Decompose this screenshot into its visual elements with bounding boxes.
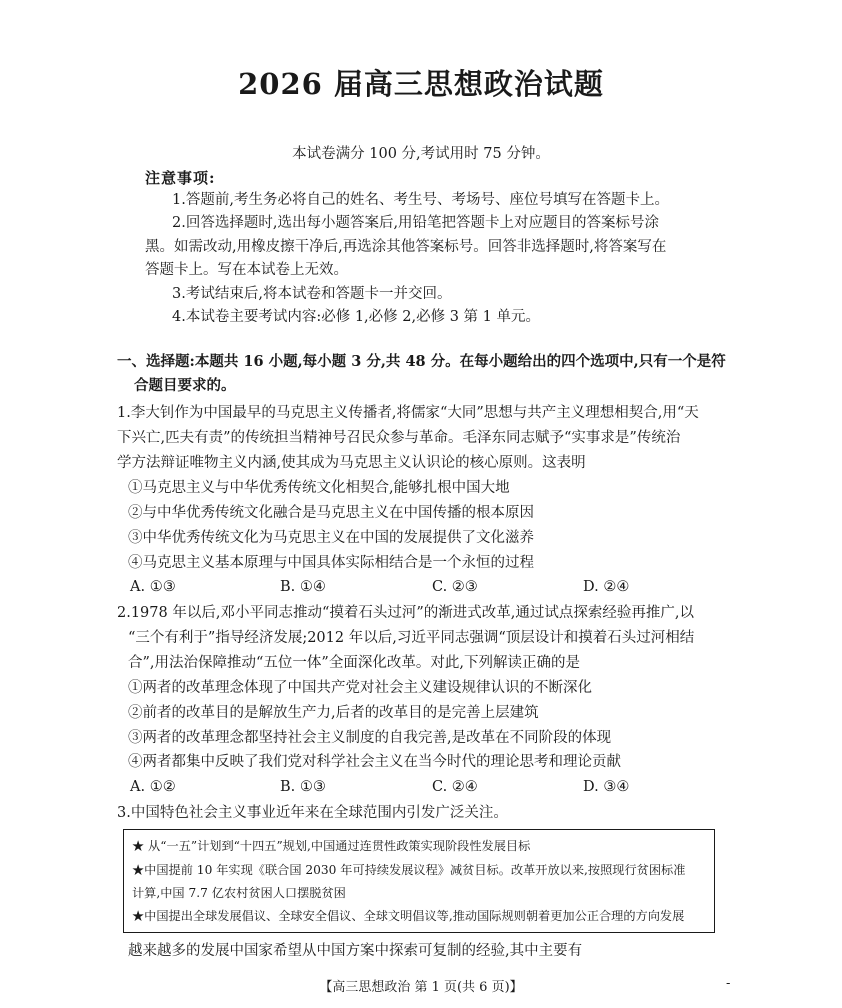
q1-option-c: C. ②③ — [432, 579, 478, 595]
q2-options — [0, 777, 842, 797]
notice-line-1: 1.答题前,考生务必将自己的姓名、考生号、考场号、座位号填写在答题卡上。 — [172, 192, 669, 208]
q1-option-b: B. ①④ — [280, 579, 326, 595]
q2-item-3: ③两者的改革理念都坚持社会主义制度的自我完善,是改革在不同阶段的体现 — [128, 730, 612, 746]
q3-box-line-1: ★ 从“一五”计划到“十四五”规划,中国通过连贯性政策实现阶段性发展目标 — [132, 839, 531, 853]
q1-option-d: D. ②④ — [583, 579, 630, 595]
q2-option-c: C. ②④ — [432, 779, 478, 795]
notice-line-4: 答题卡上。写在本试卷上无效。 — [145, 262, 348, 278]
q2-item-2: ②前者的改革目的是解放生产力,后者的改革目的是完善上层建筑 — [128, 705, 539, 721]
q3-stem: 3.中国特色社会主义事业近年来在全球范围内引发广泛关注。 — [117, 805, 508, 821]
q2-stem-line-3: 合”,用法治保障推动“五位一体”全面深化改革。对此,下列解读正确的是 — [128, 655, 580, 671]
notice-line-5: 3.考试结束后,将本试卷和答题卡一并交回。 — [172, 286, 452, 302]
q2-option-d: D. ③④ — [583, 779, 630, 795]
q1-stem-line-3: 学方法辩证唯物主义内涵,使其成为马克思主义认识论的核心原则。这表明 — [117, 455, 586, 471]
notice-line-2: 2.回答选择题时,选出每小题答案后,用铅笔把答题卡上对应题目的答案标号涂 — [172, 215, 660, 231]
notice-line-6: 4.本试卷主要考试内容:必修 1,必修 2,必修 3 第 1 单元。 — [172, 309, 540, 325]
q2-stem-line-2: “三个有利于”指导经济发展;2012 年以后,习近平同志强调“顶层设计和摸着石头过河相结 — [128, 630, 695, 646]
q2-option-b: B. ①③ — [280, 779, 326, 795]
q1-item-1: ①马克思主义与中华优秀传统文化相契合,能够扎根中国大地 — [128, 480, 510, 496]
page-footer: 【高三思想政治 第 1 页(共 6 页)】 — [319, 980, 523, 995]
q1-item-3: ③中华优秀传统文化为马克思主义在中国的发展提供了文化滋养 — [128, 530, 534, 546]
q1-option-a: A. ①③ — [130, 579, 176, 595]
q1-stem-line-1: 1.李大钊作为中国最早的马克思主义传播者,将儒家“大同”思想与共产主义理想相契合,用“天 — [117, 405, 699, 421]
notice-line-3: 黑。如需改动,用橡皮擦干净后,再选涂其他答案标号。回答非选择题时,将答案写在 — [145, 239, 667, 255]
q3-material-box — [123, 829, 715, 933]
q1-item-2: ②与中华优秀传统文化融合是马克思主义在中国传播的根本原因 — [128, 505, 534, 521]
exam-subtitle: 本试卷满分 100 分,考试用时 75 分钟。 — [292, 146, 550, 162]
q2-option-a: A. ①② — [130, 779, 176, 795]
exam-title: 2026 届高三思想政治试题 — [238, 67, 604, 101]
q3-box-line-3: 计算,中国 7.7 亿农村贫困人口摆脱贫困 — [132, 886, 346, 900]
q3-followup: 越来越多的发展中国家希望从中国方案中探索可复制的经验,其中主要有 — [128, 943, 583, 959]
q2-item-1: ①两者的改革理念体现了中国共产党对社会主义建设规律认识的不断深化 — [128, 680, 592, 696]
notice-heading: 注意事项: — [145, 169, 216, 187]
section-heading-line-1: 一、选择题:本题共 16 小题,每小题 3 分,共 48 分。在每小题给出的四个选项中,只有一个是符 — [117, 353, 726, 370]
q2-item-4: ④两者都集中反映了我们党对科学社会主义在当今时代的理论思考和理论贡献 — [128, 754, 621, 770]
footer-mark: - — [726, 976, 731, 991]
q3-box-line-4: ★中国提出全球发展倡议、全球安全倡议、全球文明倡议等,推动国际规则朝着更加公正合理的方向发展 — [132, 909, 685, 923]
q1-options — [0, 577, 842, 597]
q1-stem-line-2: 下兴亡,匹夫有责”的传统担当精神号召民众参与革命。毛泽东同志赋予“实事求是”传统治 — [117, 430, 681, 446]
q1-item-4: ④马克思主义基本原理与中国具体实际相结合是一个永恒的过程 — [128, 555, 534, 571]
q2-stem-line-1: 2.1978 年以后,邓小平同志推动“摸着石头过河”的渐进式改革,通过试点探索经验再推广,以 — [117, 605, 694, 621]
q3-box-line-2: ★中国提前 10 年实现《联合国 2030 年可持续发展议程》减贫目标。改革开放以来,按照现行贫困标准 — [132, 863, 686, 877]
section-heading-line-2: 合题目要求的。 — [134, 377, 236, 394]
